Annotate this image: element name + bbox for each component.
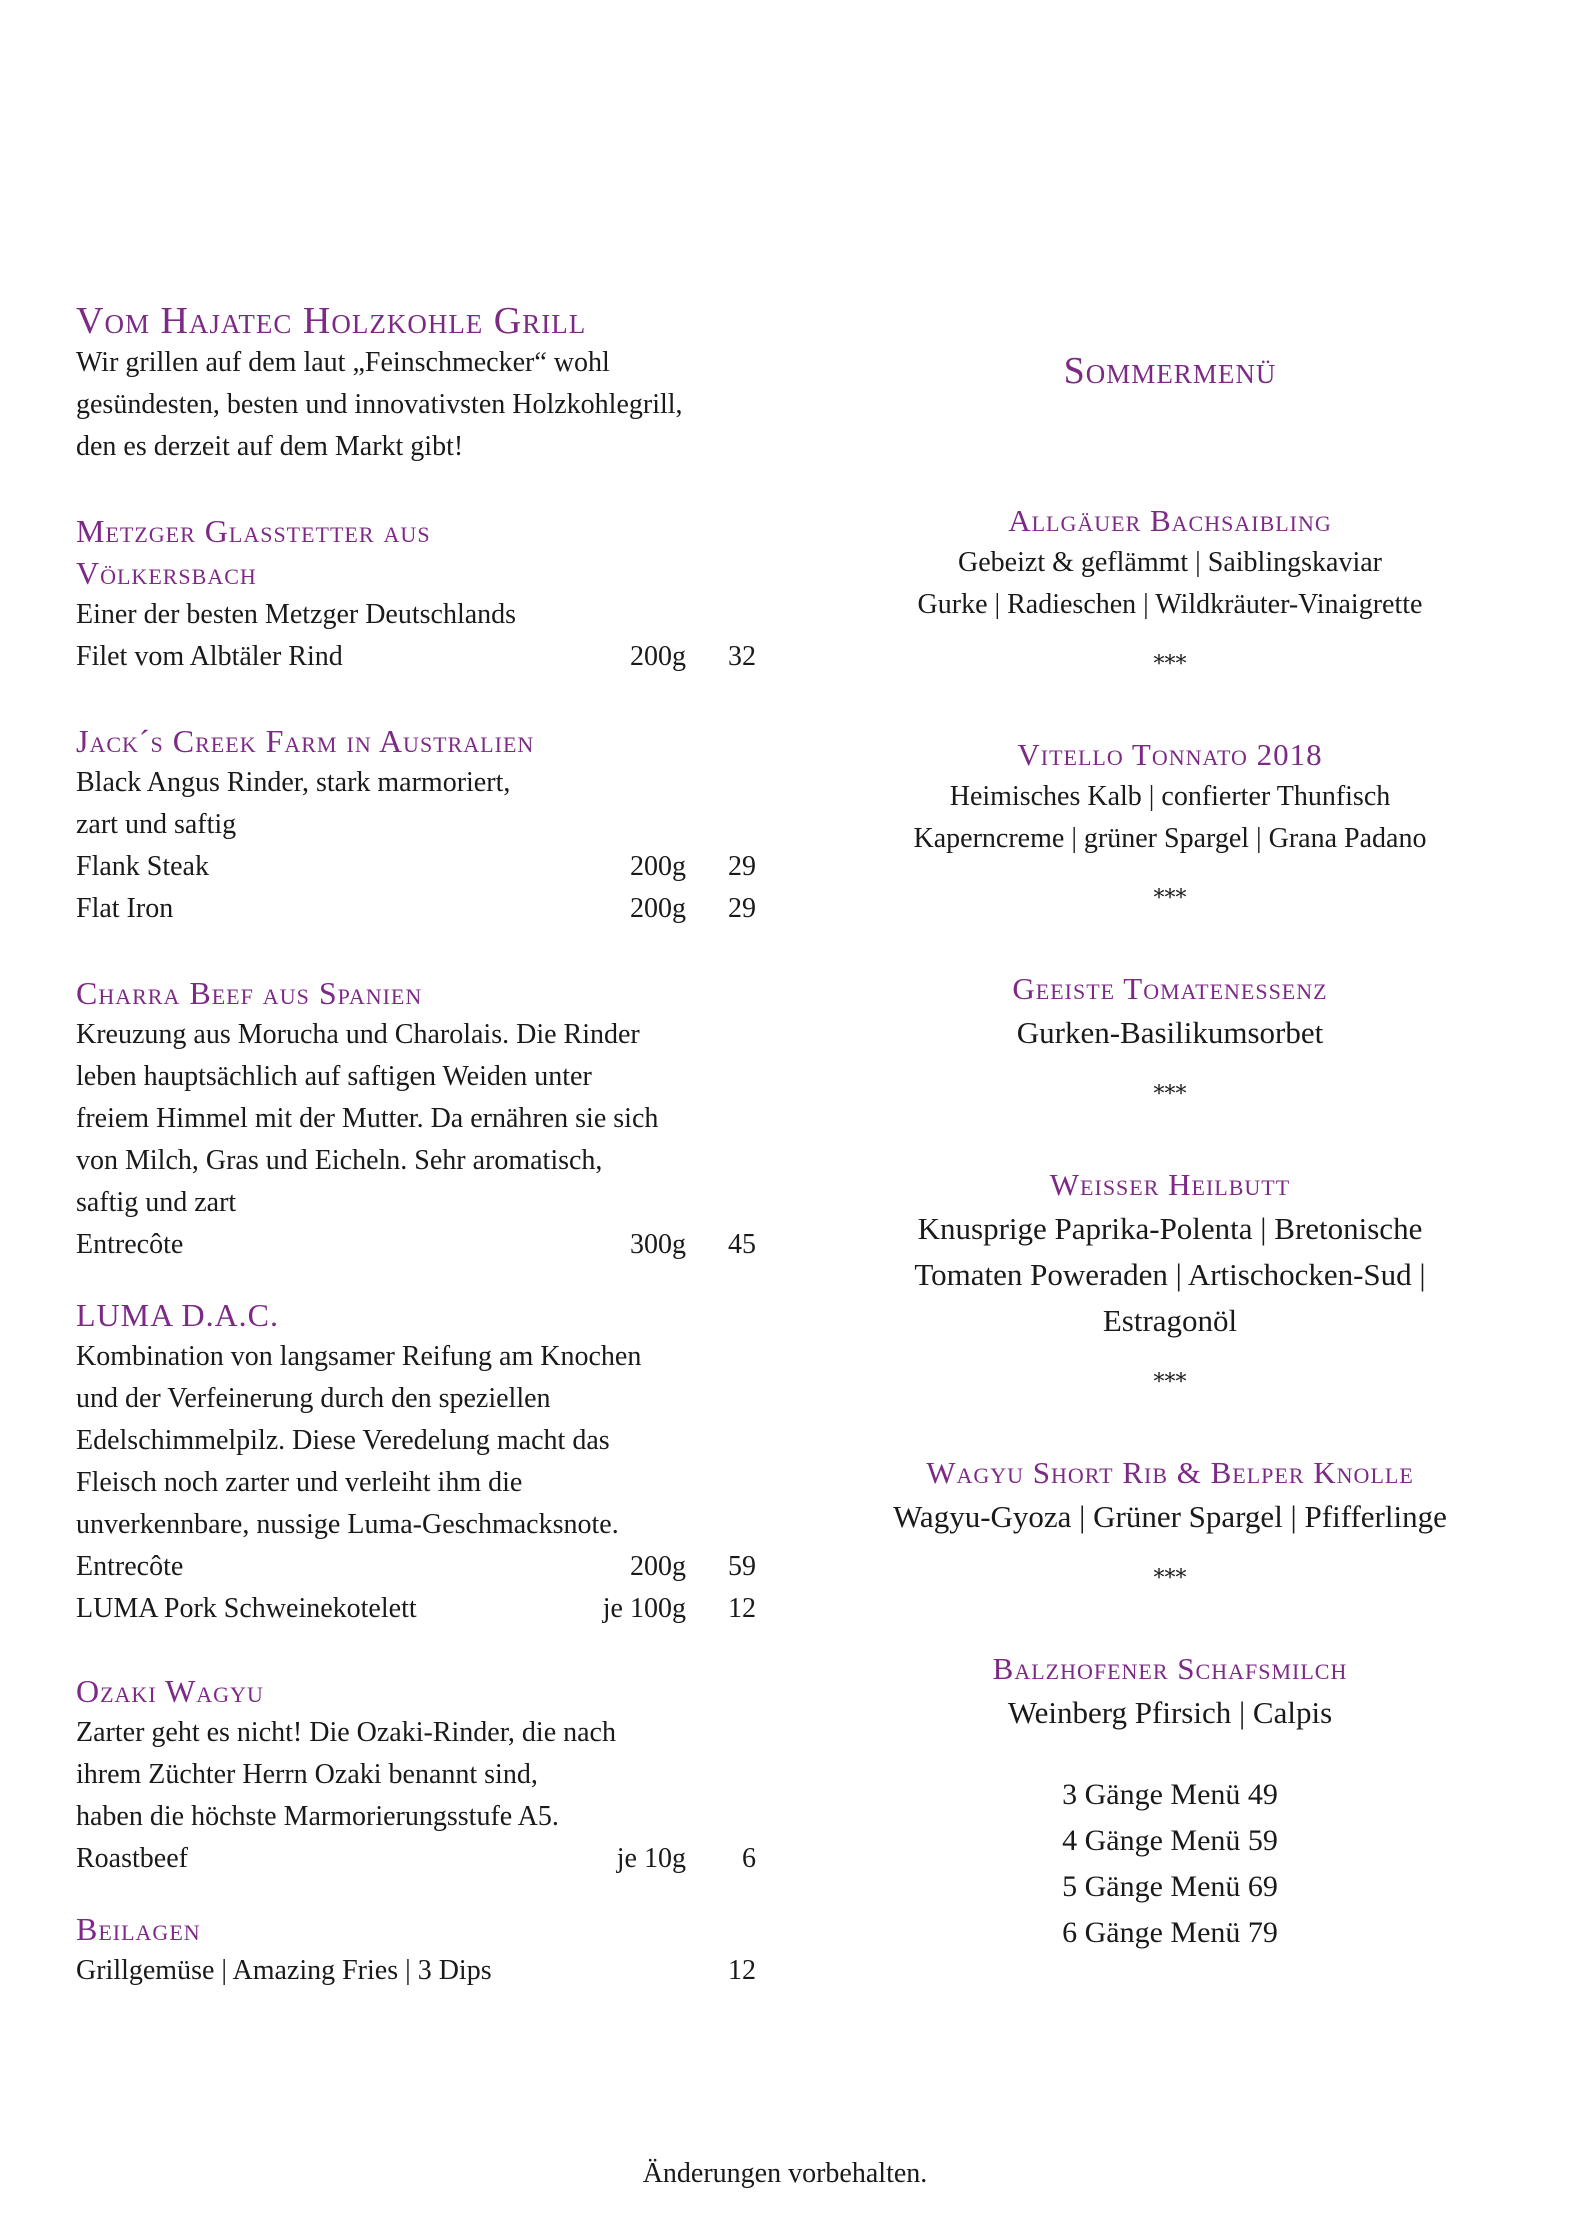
section-desc: von Milch, Gras und Eicheln. Sehr aromatisch, xyxy=(76,1145,603,1176)
menu-item xyxy=(76,636,766,678)
menu-prices xyxy=(820,1772,1520,1956)
intro-line: gesündesten, besten und innovativsten Holzkohlegrill, xyxy=(76,389,683,420)
item-price: 12 xyxy=(728,1955,756,1986)
item-name: LUMA Pork Schweinekotelett xyxy=(76,1593,417,1624)
course-line: Tomaten Poweraden | Artischocken-Sud | xyxy=(914,1257,1426,1292)
section-desc: Einer der besten Metzger Deutschlands xyxy=(76,599,517,630)
course-heading: Weisser Heilbutt xyxy=(1049,1167,1291,1202)
course xyxy=(820,1452,1520,1540)
summer-menu-title: Sommermenü xyxy=(1063,350,1277,392)
section-ozaki-wagyu xyxy=(76,1670,766,1880)
menu-item xyxy=(76,1546,766,1588)
section-beilagen xyxy=(76,1908,766,1992)
section-desc: leben hauptsächlich auf saftigen Weiden unter xyxy=(76,1061,592,1092)
item-name: Entrecôte xyxy=(76,1229,184,1260)
section-desc: zart und saftig xyxy=(76,809,237,840)
course-separator: *** xyxy=(1153,652,1187,677)
section-desc: und der Verfeinerung durch den speziellen xyxy=(76,1383,551,1414)
section-luma xyxy=(76,1294,766,1630)
section-heading: Ozaki Wagyu xyxy=(76,1673,264,1709)
course xyxy=(820,1164,1520,1344)
section-jacks-creek xyxy=(76,720,766,930)
section-heading: Völkersbach xyxy=(76,555,257,591)
course-separator: *** xyxy=(1153,1566,1187,1591)
menu-item xyxy=(76,1588,766,1630)
section-desc: saftig und zart xyxy=(76,1187,237,1218)
menu-item xyxy=(76,1224,766,1266)
item-weight: 200g xyxy=(630,893,686,924)
section-desc: Zarter geht es nicht! Die Ozaki-Rinder, die nach xyxy=(76,1717,616,1748)
item-price: 6 xyxy=(742,1843,756,1874)
item-weight: je 10g xyxy=(616,1843,686,1874)
section-glasstetter xyxy=(76,510,766,678)
section-desc: Fleisch noch zarter und verleiht ihm die xyxy=(76,1467,523,1498)
footer-note: Änderungen vorbehalten. xyxy=(642,2158,928,2189)
section-desc: haben die höchste Marmorierungsstufe A5. xyxy=(76,1801,559,1832)
course-separator: *** xyxy=(1153,1370,1187,1395)
grill-intro xyxy=(76,342,766,468)
item-name: Grillgemüse | Amazing Fries | 3 Dips xyxy=(76,1955,492,1986)
course xyxy=(820,1648,1520,1736)
intro-line: den es derzeit auf dem Markt gibt! xyxy=(76,431,464,462)
menu-item xyxy=(76,846,766,888)
course-heading: Balzhofener Schafsmilch xyxy=(992,1651,1348,1686)
course-line: Kaperncreme | grüner Spargel | Grana Padano xyxy=(913,823,1427,854)
grill-menu-column xyxy=(76,300,766,1992)
course-heading: Wagyu Short Rib & Belper Knolle xyxy=(926,1455,1414,1490)
menu-item xyxy=(76,1838,766,1880)
price-line: 3 Gänge Menü 49 xyxy=(1062,1778,1278,1811)
course-line: Estragonöl xyxy=(1102,1303,1238,1338)
section-heading: Jack´s Creek Farm in Australien xyxy=(76,723,535,759)
course-line: Gurke | Radieschen | Wildkräuter-Vinaigrette xyxy=(917,589,1423,620)
section-heading: Beilagen xyxy=(76,1911,201,1947)
section-heading: Charra Beef aus Spanien xyxy=(76,975,423,1011)
item-weight: je 100g xyxy=(602,1593,686,1624)
item-price: 29 xyxy=(728,851,756,882)
item-price: 32 xyxy=(728,641,756,672)
item-price: 29 xyxy=(728,893,756,924)
course-line: Knusprige Paprika-Polenta | Bretonische xyxy=(917,1211,1423,1246)
section-desc: Kombination von langsamer Reifung am Knochen xyxy=(76,1341,642,1372)
section-desc: Edelschimmelpilz. Diese Veredelung macht das xyxy=(76,1425,610,1456)
price-line: 5 Gänge Menü 69 xyxy=(1062,1870,1278,1903)
course-separator: *** xyxy=(1153,1082,1187,1107)
intro-line: Wir grillen auf dem laut „Feinschmecker“ wohl xyxy=(76,347,610,378)
course-heading: Allgäuer Bachsaibling xyxy=(1008,503,1332,538)
course-heading: Geeiste Tomatenessenz xyxy=(1012,971,1328,1006)
item-weight: 300g xyxy=(630,1229,686,1260)
section-heading: LUMA D.A.C. xyxy=(76,1297,280,1333)
item-name: Flank Steak xyxy=(76,851,209,882)
menu-item xyxy=(76,888,766,930)
course xyxy=(820,734,1520,860)
item-price: 12 xyxy=(728,1593,756,1624)
item-weight: 200g xyxy=(630,1551,686,1582)
section-desc: ihrem Züchter Herrn Ozaki benannt sind, xyxy=(76,1759,538,1790)
section-heading: Metzger Glasstetter aus xyxy=(76,513,431,549)
course-line: Weinberg Pfirsich | Calpis xyxy=(1007,1695,1333,1730)
item-weight: 200g xyxy=(630,641,686,672)
course xyxy=(820,500,1520,626)
grill-title: Vom Hajatec Holzkohle Grill xyxy=(76,300,587,342)
item-price: 59 xyxy=(728,1551,756,1582)
course-separator: *** xyxy=(1153,886,1187,911)
course-line: Gebeizt & geflämmt | Saiblingskaviar xyxy=(958,547,1382,578)
item-name: Roastbeef xyxy=(76,1843,188,1874)
item-price: 45 xyxy=(728,1229,756,1260)
item-name: Flat Iron xyxy=(76,893,174,924)
menu-item xyxy=(76,1950,766,1992)
section-desc: freiem Himmel mit der Mutter. Da ernähren sie sich xyxy=(76,1103,659,1134)
course-line: Gurken-Basilikumsorbet xyxy=(1016,1015,1324,1050)
course xyxy=(820,968,1520,1056)
section-desc: unverkennbare, nussige Luma-Geschmacksnote. xyxy=(76,1509,619,1540)
price-line: 6 Gänge Menü 79 xyxy=(1062,1916,1278,1949)
price-line: 4 Gänge Menü 59 xyxy=(1062,1824,1278,1857)
course-heading: Vitello Tonnato 2018 xyxy=(1017,737,1323,772)
section-desc: Kreuzung aus Morucha und Charolais. Die Rinder xyxy=(76,1019,640,1050)
item-name: Entrecôte xyxy=(76,1551,184,1582)
item-weight: 200g xyxy=(630,851,686,882)
summer-menu-column xyxy=(820,350,1520,1956)
section-desc: Black Angus Rinder, stark marmoriert, xyxy=(76,767,511,798)
course-line: Wagyu-Gyoza | Grüner Spargel | Pfifferlinge xyxy=(893,1499,1447,1534)
item-name: Filet vom Albtäler Rind xyxy=(76,641,343,672)
course-line: Heimisches Kalb | confierter Thunfisch xyxy=(949,781,1391,812)
section-charra-beef xyxy=(76,972,766,1266)
